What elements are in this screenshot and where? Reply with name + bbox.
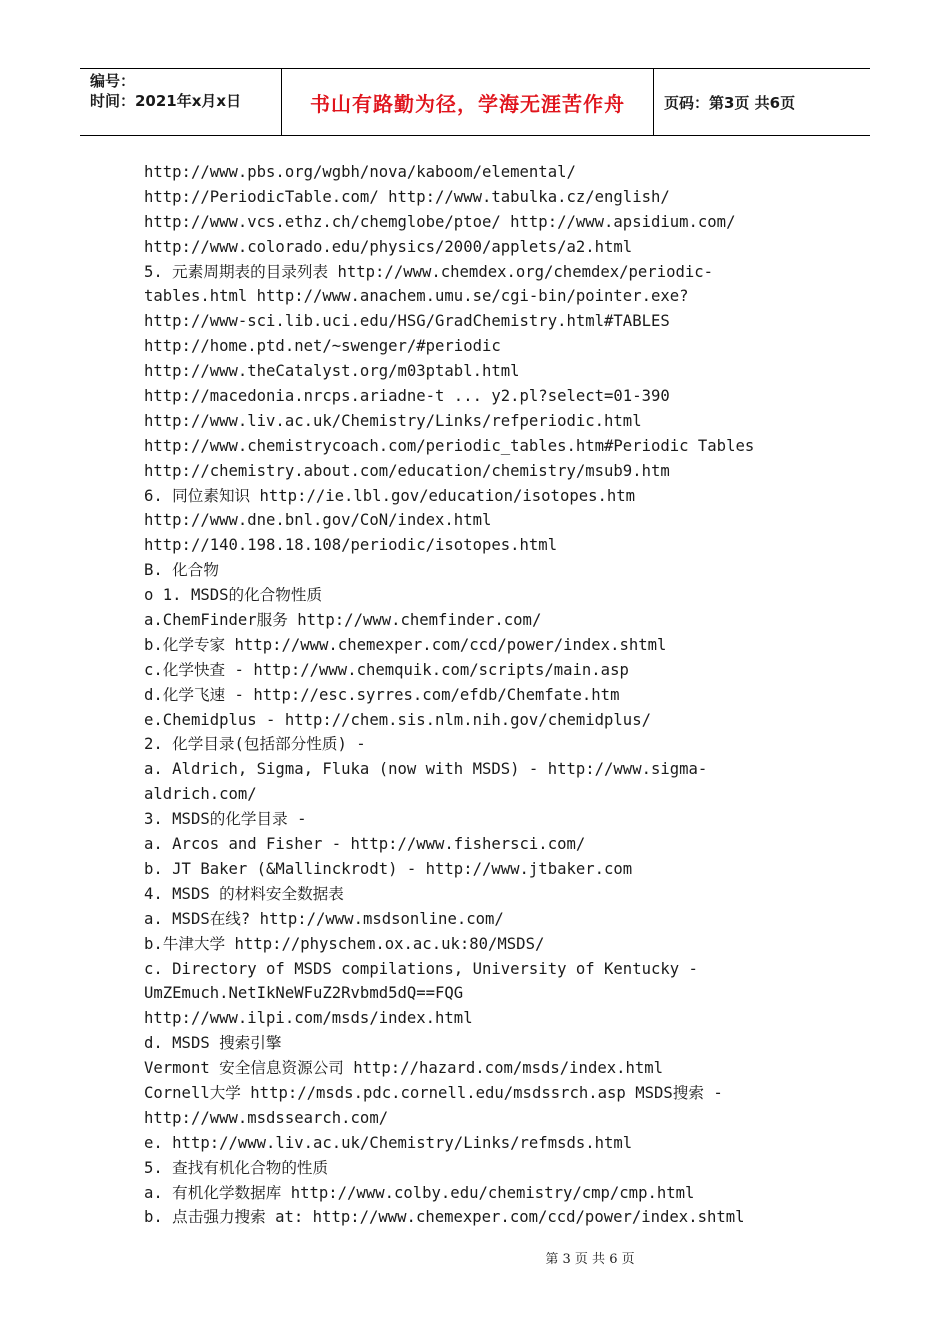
text-line: http://www.msdssearch.com/: [144, 1108, 389, 1127]
text-line: http://www-sci.lib.uci.edu/HSG/GradChemistry.html#TABLES: [144, 312, 670, 331]
text-line: c. Directory of MSDS compilations, University of Kentucky -: [144, 959, 698, 978]
text-line: tables.html http://www.anachem.umu.se/cgi-bin/pointer.exe?: [144, 287, 689, 306]
document-header: [80, 68, 870, 136]
text-line: 6. 同位素知识 http://ie.lbl.gov/education/isotopes.htm: [144, 486, 636, 505]
text-line: a. Arcos and Fisher - http://www.fishersci.com/: [144, 835, 586, 854]
header-motto: 书山有路勤为径，学海无涯苦作舟: [282, 69, 654, 135]
text-line: b. JT Baker (&Mallinckrodt) - http://www.jtbaker.com: [144, 859, 633, 878]
text-line: http://www.colorado.edu/physics/2000/applets/a2.html: [144, 237, 633, 256]
text-line: a.ChemFinder服务 http://www.chemfinder.com/: [144, 611, 542, 630]
text-line: 3. MSDS的化学目录 -: [144, 810, 307, 829]
header-page-code: 页码：第3页 共6页: [664, 93, 796, 112]
text-line: 5. 查找有机化合物的性质: [144, 1158, 329, 1177]
text-line: http://home.ptd.net/~swenger/#periodic: [144, 337, 501, 356]
text-line: d. MSDS 搜索引擎: [144, 1034, 282, 1053]
text-line: http://www.theCatalyst.org/m03ptabl.html: [144, 362, 520, 381]
text-line: a. Aldrich, Sigma, Fluka (now with MSDS) - http://www.sigma-: [144, 760, 708, 779]
text-line: a. MSDS在线? http://www.msdsonline.com/: [144, 909, 504, 928]
text-line: b. 点击强力搜索 at: http://www.chemexper.com/ccd/power/index.shtml: [144, 1208, 745, 1227]
text-line: 5. 元素周期表的目录列表 http://www.chemdex.org/chemdex/periodic-: [144, 262, 714, 281]
text-line: e.Chemidplus - http://chem.sis.nlm.nih.gov/chemidplus/: [144, 710, 651, 729]
page-footer: 第 3 页 共 6 页: [545, 1252, 635, 1267]
text-line: Vermont 安全信息资源公司 http://hazard.com/msds/index.html: [144, 1059, 664, 1078]
text-line: a. 有机化学数据库 http://www.colby.edu/chemistry/cmp/cmp.html: [144, 1183, 695, 1202]
text-line: UmZEmuch.NetIkNeWFuZ2Rvbmd5dQ==FQG: [144, 984, 464, 1003]
document-time-label: 时间：2021年x月x日: [90, 92, 242, 110]
text-line: http://macedonia.nrcps.ariadne-t ... y2.pl?select=01-390: [144, 387, 670, 406]
text-line: e. http://www.liv.ac.uk/Chemistry/Links/refmsds.html: [144, 1133, 633, 1152]
text-line: http://140.198.18.108/periodic/isotopes.html: [144, 536, 558, 555]
text-line: aldrich.com/: [144, 785, 257, 804]
header-meta: [80, 69, 282, 135]
text-line: o 1. MSDS的化合物性质: [144, 586, 323, 605]
text-line: http://www.chemistrycoach.com/periodic_tables.htm#Periodic Tables: [144, 436, 755, 455]
text-line: B. 化合物: [144, 561, 219, 580]
text-line: http://www.pbs.org/wgbh/nova/kaboom/elemental/: [144, 163, 576, 181]
text-line: b.化学专家 http://www.chemexper.com/ccd/power/index.shtml: [144, 635, 667, 654]
text-line: Cornell大学 http://msds.pdc.cornell.edu/msdssrch.asp MSDS搜索 -: [144, 1083, 723, 1102]
text-line: http://www.liv.ac.uk/Chemistry/Links/refperiodic.html: [144, 411, 642, 430]
text-line: c.化学快查 - http://www.chemquik.com/scripts/main.asp: [144, 660, 629, 679]
text-line: http://www.dne.bnl.gov/CoN/index.html: [144, 511, 492, 530]
text-line: http://chemistry.about.com/education/chemistry/msub9.htm: [144, 461, 670, 480]
text-line: http://PeriodicTable.com/ http://www.tabulka.cz/english/: [144, 187, 670, 206]
document-number-label: 编号：: [90, 72, 136, 90]
text-line: 2. 化学目录(包括部分性质) -: [144, 735, 366, 754]
document-body: [144, 160, 804, 1230]
text-line: d.化学飞速 - http://esc.syrres.com/efdb/Chemfate.htm: [144, 685, 620, 704]
text-line: http://www.ilpi.com/msds/index.html: [144, 1009, 473, 1028]
text-line: 4. MSDS 的材料安全数据表: [144, 884, 344, 903]
text-line: http://www.vcs.ethz.ch/chemglobe/ptoe/ http://www.apsidium.com/: [144, 212, 736, 231]
text-line: b.牛津大学 http://physchem.ox.ac.uk:80/MSDS/: [144, 934, 545, 953]
